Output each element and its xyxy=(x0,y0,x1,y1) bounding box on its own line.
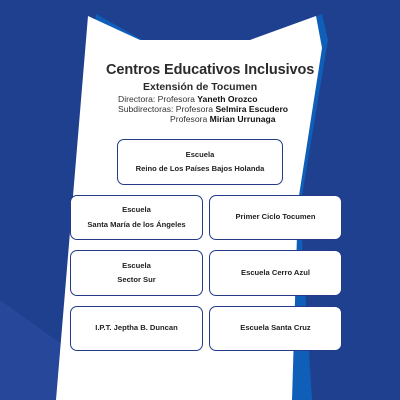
page-title: Centros Educativos Inclusivos xyxy=(106,62,315,78)
school-box-santa-cruz xyxy=(209,306,342,351)
school-box-line1: Primer Ciclo Tocumen xyxy=(235,212,316,222)
staff-name: Selmira Escudero xyxy=(215,104,289,114)
staff-director xyxy=(118,94,257,104)
school-box-santa-maria xyxy=(70,195,203,240)
school-box-line2: Sector Sur xyxy=(117,275,156,284)
school-box-line2: Santa María de los Ángeles xyxy=(87,219,186,229)
page-subtitle: Extensión de Tocumen xyxy=(143,81,258,93)
staff-role: Subdirectoras: Profesora xyxy=(118,104,216,114)
school-box-jeptha-duncan xyxy=(70,306,203,351)
school-box-cerro-azul xyxy=(209,250,342,296)
staff-subdirector-2 xyxy=(170,114,276,124)
school-box-line1: Escuela xyxy=(122,205,151,215)
school-box-line1: Escuela Santa Cruz xyxy=(240,323,311,333)
school-box-sector-sur xyxy=(70,250,203,296)
school-box-primer-ciclo xyxy=(209,195,342,240)
staff-name: Mirian Urrunaga xyxy=(209,114,276,124)
school-box-line1: Escuela Cerro Azul xyxy=(241,267,310,277)
school-box-holanda xyxy=(117,139,283,185)
school-box-line2: Reino de Los Países Bajos Holanda xyxy=(135,164,265,173)
school-box-line1: I.P.T. Jeptha B. Duncan xyxy=(95,323,178,333)
staff-role: Directora: Profesora xyxy=(118,94,198,104)
staff-subdirector-1 xyxy=(118,104,288,114)
school-box-line1: Escuela xyxy=(122,260,151,270)
school-box-line1: Escuela xyxy=(185,149,215,159)
staff-name: Yaneth Orozco xyxy=(197,94,258,104)
staff-role: Profesora xyxy=(170,114,210,124)
